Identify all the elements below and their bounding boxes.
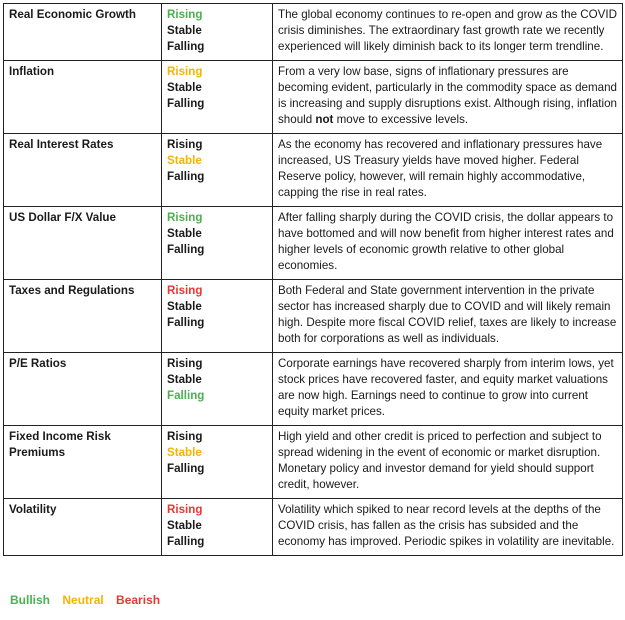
factor-label: Inflation: [4, 61, 162, 134]
commentary-text: From a very low base, signs of inflationary pressures are becoming evident, particularly in the commodity space as demand is increasing and supply disruptions exist. Although rising, inflation should: [278, 65, 617, 126]
direction-stable: Stable: [167, 373, 202, 386]
direction-cell: [162, 353, 273, 426]
commentary-cell: [273, 4, 623, 61]
outlook-table: [3, 3, 623, 556]
direction-cell: [162, 4, 273, 61]
direction-rising: Rising: [167, 65, 203, 78]
direction-falling: Falling: [167, 97, 205, 110]
legend-neutral: Neutral: [62, 593, 104, 607]
commentary-cell: [273, 207, 623, 280]
direction-rising: Rising: [167, 211, 203, 224]
direction-rising: Rising: [167, 138, 203, 151]
commentary-cell: [273, 280, 623, 353]
direction-stable: Stable: [167, 446, 202, 459]
commentary-emphasis: not: [315, 113, 334, 126]
commentary-cell: [273, 61, 623, 134]
direction-stable: Stable: [167, 300, 202, 313]
legend-bearish: Bearish: [116, 593, 161, 607]
table-row: [4, 4, 623, 61]
factor-label: Volatility: [4, 499, 162, 556]
direction-rising: Rising: [167, 503, 203, 516]
direction-rising: Rising: [167, 357, 203, 370]
direction-cell: [162, 499, 273, 556]
commentary-text: High yield and other credit is priced to perfection and subject to spread widening in the event of economic or market disruption. Monetary policy and investor demand for yield should support credit, however.: [278, 430, 602, 491]
direction-cell: [162, 280, 273, 353]
direction-stable: Stable: [167, 227, 202, 240]
commentary-text: The global economy continues to re-open and grow as the COVID crisis diminishes. The extraordinary fast growth rate we recently experienced will likely diminish back to its longer term trendline.: [278, 8, 617, 53]
direction-falling: Falling: [167, 389, 205, 402]
commentary-text: After falling sharply during the COVID crisis, the dollar appears to have bottomed and will now benefit from higher interest rates and higher levels of economic growth relative to other global economies.: [278, 211, 614, 272]
direction-falling: Falling: [167, 40, 205, 53]
table-row: [4, 280, 623, 353]
direction-stable: Stable: [167, 154, 202, 167]
direction-falling: Falling: [167, 170, 205, 183]
commentary-text: Corporate earnings have recovered sharply from interim lows, yet stock prices have recovered faster, and equity market valuations are now high. Earnings need to continue to grow into current equity market prices.: [278, 357, 614, 418]
legend: [10, 593, 169, 607]
table-row: [4, 426, 623, 499]
factor-label: Real Economic Growth: [4, 4, 162, 61]
outlook-table-body: [4, 4, 623, 556]
table-row: [4, 353, 623, 426]
direction-stable: Stable: [167, 519, 202, 532]
factor-label: Taxes and Regulations: [4, 280, 162, 353]
legend-bullish: Bullish: [10, 593, 51, 607]
table-row: [4, 207, 623, 280]
table-row: [4, 499, 623, 556]
factor-label: Real Interest Rates: [4, 134, 162, 207]
direction-cell: [162, 61, 273, 134]
direction-falling: Falling: [167, 243, 205, 256]
direction-cell: [162, 134, 273, 207]
commentary-cell: [273, 353, 623, 426]
commentary-cell: [273, 134, 623, 207]
direction-rising: Rising: [167, 8, 203, 21]
table-row: [4, 61, 623, 134]
direction-rising: Rising: [167, 284, 203, 297]
direction-falling: Falling: [167, 535, 205, 548]
table-row: [4, 134, 623, 207]
factor-label: US Dollar F/X Value: [4, 207, 162, 280]
direction-stable: Stable: [167, 81, 202, 94]
commentary-text: move to excessive levels.: [333, 113, 469, 126]
factor-label: Fixed Income Risk Premiums: [4, 426, 162, 499]
direction-cell: [162, 207, 273, 280]
commentary-text: Volatility which spiked to near record levels at the depths of the COVID crisis, has fallen as the crisis has subsided and the economy has improved. Periodic spikes in volatility are inevitable.: [278, 503, 615, 548]
direction-cell: [162, 426, 273, 499]
direction-falling: Falling: [167, 462, 205, 475]
commentary-cell: [273, 499, 623, 556]
commentary-text: As the economy has recovered and inflationary pressures have increased, US Treasury yields have moved higher. Federal Reserve policy, however, will remain highly accommodative, capping the rise in real rates.: [278, 138, 603, 199]
commentary-cell: [273, 426, 623, 499]
direction-stable: Stable: [167, 24, 202, 37]
direction-falling: Falling: [167, 316, 205, 329]
factor-label: P/E Ratios: [4, 353, 162, 426]
direction-rising: Rising: [167, 430, 203, 443]
commentary-text: Both Federal and State government intervention in the private sector has increased sharply due to COVID and will likely remain high. Despite more fiscal COVID relief, taxes are likely to increase both for corporations as well as individuals.: [278, 284, 617, 345]
